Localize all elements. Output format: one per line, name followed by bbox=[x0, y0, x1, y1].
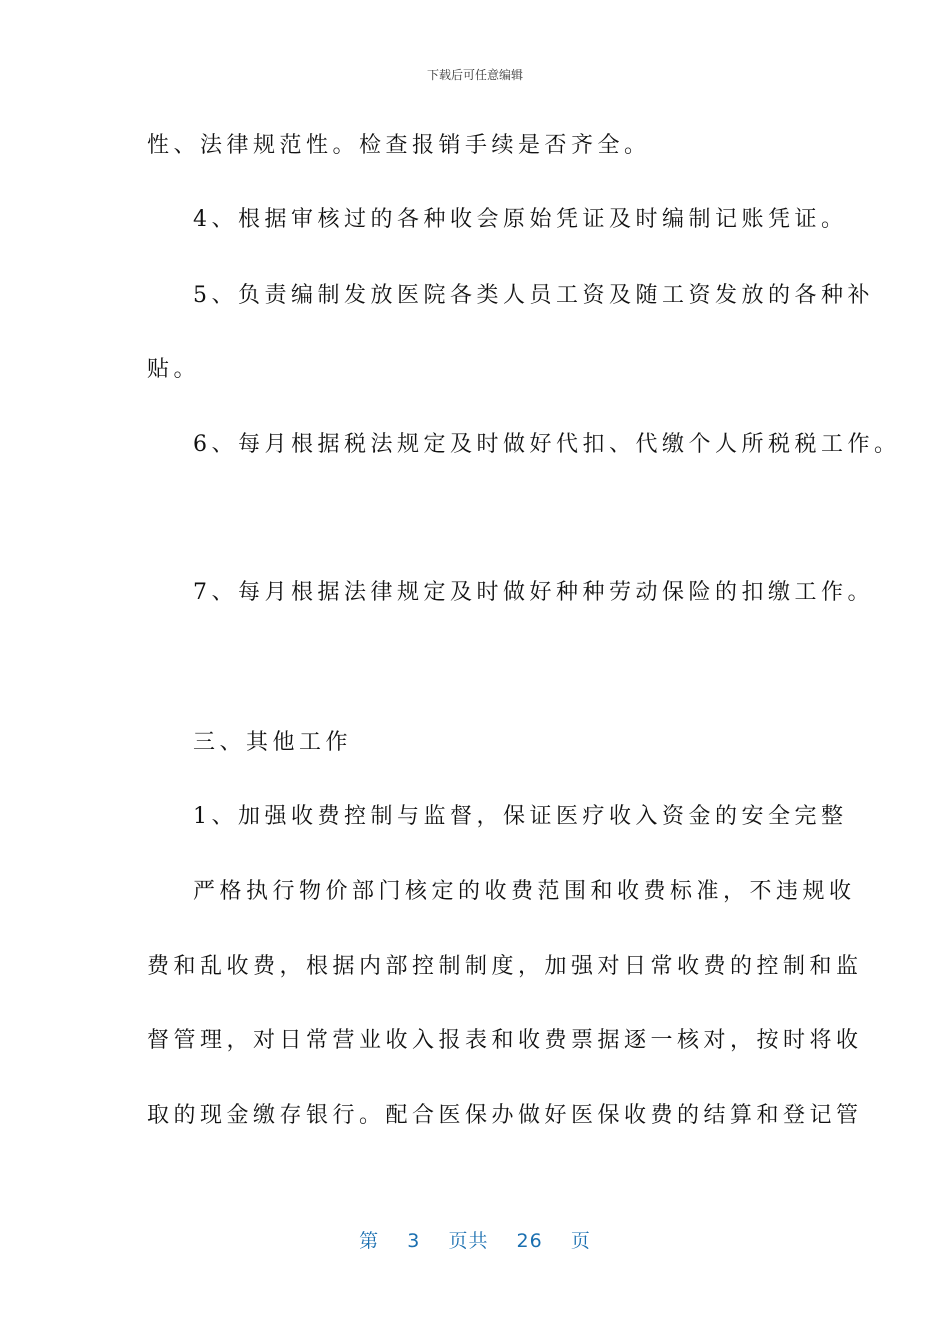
body-line-4: 贴。 bbox=[147, 357, 201, 382]
body-line-10: 费和乱收费，根据内部控制制度，加强对日常收费的控制和监 bbox=[147, 954, 863, 979]
body-line-12: 取的现金缴存银行。配合医保办做好医保收费的结算和登记管 bbox=[147, 1103, 863, 1128]
footer-page-mid: 页共 bbox=[448, 1230, 489, 1252]
body-line-3: 5、负责编制发放医院各类人员工资及随工资发放的各种补 bbox=[193, 283, 874, 308]
body-line-8: 1、加强收费控制与监督，保证医疗收入资金的安全完整 bbox=[193, 804, 848, 829]
section-heading: 三、其他工作 bbox=[193, 730, 353, 755]
body-line-2: 4、根据审核过的各种收会原始凭证及时编制记账凭证。 bbox=[193, 207, 848, 232]
footer-page-suffix: 页 bbox=[570, 1230, 591, 1252]
page-footer bbox=[0, 1226, 950, 1253]
body-line-11: 督管理，对日常营业收入报表和收费票据逐一核对，按时将收 bbox=[147, 1028, 863, 1053]
footer-current-page: 3 bbox=[407, 1230, 421, 1252]
header-note: 下载后可任意编辑 bbox=[426, 68, 523, 82]
body-line-5: 6、每月根据税法规定及时做好代扣、代缴个人所税税工作。 bbox=[193, 432, 901, 457]
body-line-1: 性、法律规范性。检查报销手续是否齐全。 bbox=[147, 133, 651, 158]
footer-page-prefix: 第 bbox=[359, 1230, 380, 1252]
footer-total-pages: 26 bbox=[516, 1230, 543, 1252]
body-line-6: 7、每月根据法律规定及时做好种种劳动保险的扣缴工作。 bbox=[193, 580, 874, 605]
body-line-9: 严格执行物价部门核定的收费范围和收费标准，不违规收 bbox=[193, 879, 856, 904]
